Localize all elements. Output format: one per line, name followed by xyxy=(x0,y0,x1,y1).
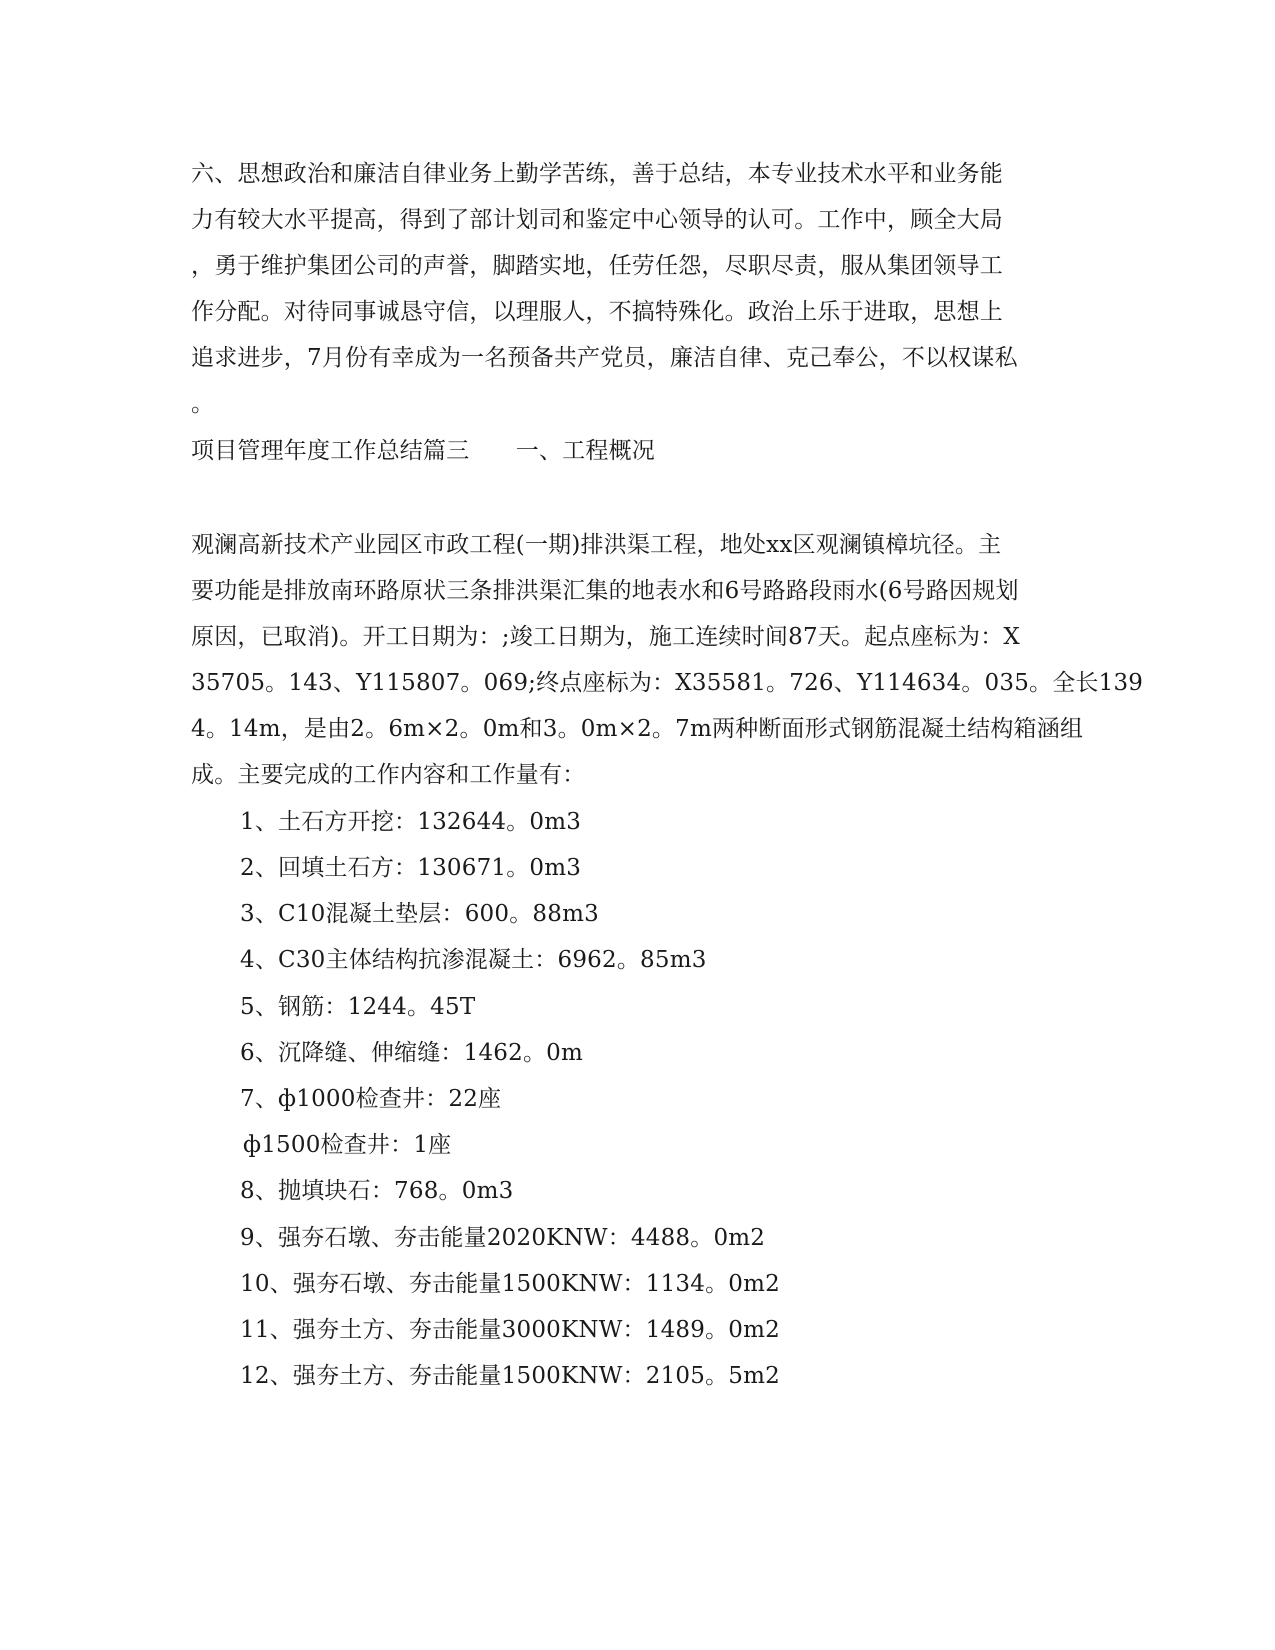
list-item: 4、C30主体结构抗渗混凝土：6962。85m3 xyxy=(240,947,707,973)
paragraph-line: 观澜高新技术产业园区市政工程(一期)排洪渠工程，地处xx区观澜镇樟坑径。主 xyxy=(191,532,1002,558)
list-item: 11、强夯土方、夯击能量3000KNW：1489。0m2 xyxy=(240,1317,780,1343)
list-item: 5、钢筋：1244。45T xyxy=(240,994,476,1020)
list-item: 7、ф1000检查井：22座 xyxy=(240,1086,502,1112)
paragraph-line: 作分配。对待同事诚恳守信，以理服人，不搞特殊化。政治上乐于进取，思想上 xyxy=(191,299,1003,325)
list-item: 3、C10混凝土垫层：600。88m3 xyxy=(240,901,599,927)
paragraph-line: 原因，已取消)。开工日期为：;竣工日期为，施工连续时间87天。起点座标为：X xyxy=(191,624,1020,650)
list-item: 10、强夯石墩、夯击能量1500KNW：1134。0m2 xyxy=(240,1271,780,1297)
paragraph-line: 4。14m，是由2。6m×2。0m和3。0m×2。7m两种断面形式钢筋混凝土结构箱涵组 xyxy=(191,716,1084,742)
paragraph-line: 35705。143、Y115807。069;终点座标为：X35581。726、Y114634。035。全长139 xyxy=(191,670,1144,696)
paragraph-line: 追求进步，7月份有幸成为一名预备共产党员，廉洁自律、克己奉公，不以权谋私 xyxy=(191,345,1018,371)
paragraph-line: ，勇于维护集团公司的声誉，脚踏实地，任劳任怨，尽职尽责，服从集团领导工 xyxy=(191,253,1003,279)
list-item: 9、强夯石墩、夯击能量2020KNW：4488。0m2 xyxy=(240,1225,766,1251)
list-item: 6、沉降缝、伸缩缝：1462。0m xyxy=(240,1040,584,1066)
paragraph-line: 要功能是排放南环路原状三条排洪渠汇集的地表水和6号路路段雨水(6号路因规划 xyxy=(191,578,1019,604)
list-item: 2、回填土石方：130671。0m3 xyxy=(240,855,582,881)
paragraph-line: 。 xyxy=(191,391,215,417)
paragraph-line: 六、思想政治和廉洁自律业务上勤学苦练，善于总结，本专业技术水平和业务能 xyxy=(191,161,1003,187)
paragraph-line: 力有较大水平提高，得到了部计划司和鉴定中心领导的认可。工作中，顾全大局 xyxy=(191,207,1003,233)
paragraph-line: 成。主要完成的工作内容和工作量有： xyxy=(191,762,586,788)
list-item: ф1500检查井：1座 xyxy=(243,1132,452,1158)
list-item: 8、抛填块石：768。0m3 xyxy=(240,1178,514,1204)
list-item: 12、强夯土方、夯击能量1500KNW：2105。5m2 xyxy=(240,1363,780,1389)
list-item: 1、土石方开挖：132644。0m3 xyxy=(240,809,582,835)
section-heading: 项目管理年度工作总结篇三 一、工程概况 xyxy=(191,438,655,464)
